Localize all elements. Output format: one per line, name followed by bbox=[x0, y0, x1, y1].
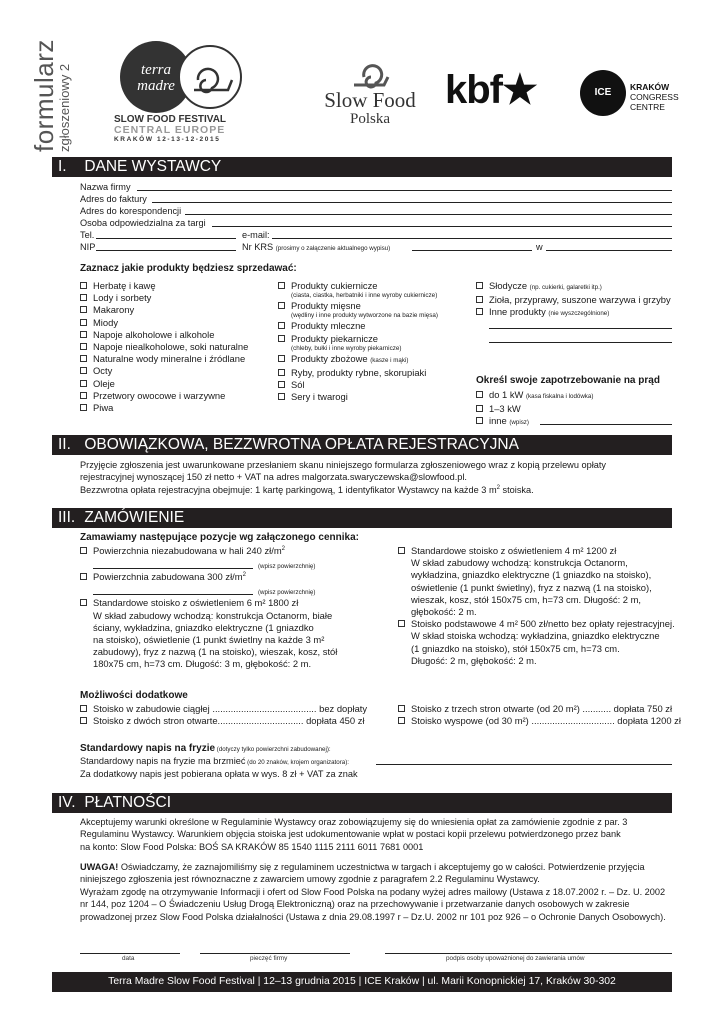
section-1-number: I. bbox=[58, 158, 67, 175]
products-column-3 bbox=[476, 280, 671, 321]
extras-heading: Możliwości dodatkowe bbox=[80, 690, 188, 701]
checkbox[interactable] bbox=[476, 405, 483, 412]
power-checkbox-row[interactable]: 1–3 kW bbox=[476, 403, 593, 415]
kbf-logo bbox=[445, 68, 537, 112]
section-3-header bbox=[52, 508, 672, 528]
product-checkbox-row[interactable]: Sery i twarogi bbox=[278, 391, 438, 403]
product-checkbox-row[interactable]: Ryby, produkty rybne, skorupiaki bbox=[278, 367, 438, 379]
section-1-title: DANE WYSTAWCY bbox=[84, 158, 222, 175]
footer-bar bbox=[52, 972, 672, 992]
section-1-header bbox=[52, 157, 672, 177]
order-right-column: Standardowe stoisko z oświetleniem 4 m² 1200 zł W skład zabudowy wchodzą: konstrukcja Octanorm, wykładzina, gniazdko elektryczne (1 gniazdko na stoisko), oświetlenie (1 punkt świetlny), fryz z nazwą (1 na stoisko), wieszak, kosz, stół 150x75 cm, h=73 cm. Długość: 2 m, głębokość: 2 m. Stoisko podstawowe 4 m² 500 zł/netto bez opłaty rejestracyjnej. W skład stoiska wchodzą: wykładzina, gniazdko elektryczne (1 gniazdko na stoisko), stół 150x75 cm, h=73 cm. Długość: 2 m, głębokość: 2 m. bbox=[398, 545, 678, 667]
frieze-text-field[interactable] bbox=[376, 764, 672, 765]
product-checkbox-row[interactable]: Przetwory owocowe i warzywne bbox=[80, 390, 248, 402]
section-2-header bbox=[52, 435, 672, 455]
other-products-field-2[interactable] bbox=[489, 342, 672, 343]
checkbox[interactable] bbox=[278, 393, 285, 400]
nip-field[interactable] bbox=[96, 250, 236, 251]
form-subtitle: zgłoszeniowy 2 bbox=[57, 63, 72, 152]
product-checkbox-row[interactable]: Oleje bbox=[80, 378, 248, 390]
extras-left bbox=[80, 703, 367, 727]
festival-name: SLOW FOOD FESTIVAL bbox=[114, 114, 227, 125]
checkbox[interactable] bbox=[476, 296, 483, 303]
order-heading: Zamawiamy następujące pozycje wg załączonego cennika: bbox=[80, 532, 359, 543]
slow-food-name: Slow Food bbox=[324, 88, 416, 112]
invoice-address-label: Adres do faktury bbox=[80, 194, 147, 204]
checkbox[interactable] bbox=[80, 717, 87, 724]
checkbox[interactable] bbox=[476, 282, 483, 289]
checkbox[interactable] bbox=[80, 705, 87, 712]
krs-note: (prosimy o załączenie aktualnego wypisu) bbox=[275, 245, 391, 252]
svg-text:madre: madre bbox=[137, 78, 175, 94]
terra-madre-emblem bbox=[110, 40, 242, 114]
checkbox[interactable] bbox=[80, 404, 87, 411]
product-checkbox-row[interactable]: Zioła, przyprawy, suszone warzywa i grzyby bbox=[476, 294, 671, 306]
frieze-heading: Standardowy napis na fryzie bbox=[80, 743, 216, 754]
checkbox[interactable] bbox=[80, 367, 87, 374]
ice-line-3: CENTRE bbox=[630, 102, 665, 112]
section-4-header bbox=[52, 793, 672, 813]
contact-person-field[interactable] bbox=[212, 226, 672, 227]
product-checkbox-row[interactable]: Słodycze (np. cukierki, galaretki itp.) bbox=[476, 280, 671, 294]
checkbox[interactable] bbox=[80, 380, 87, 387]
other-products-field-1[interactable] bbox=[489, 328, 672, 329]
checkbox[interactable] bbox=[476, 417, 483, 424]
product-checkbox-row[interactable]: Napoje niealkoholowe, soki naturalne bbox=[80, 341, 248, 353]
built-area-field[interactable] bbox=[93, 594, 253, 595]
slow-food-country: Polska bbox=[349, 111, 390, 127]
product-checkbox-row[interactable]: Naturalne wody mineralne i źródlane bbox=[80, 353, 248, 365]
product-checkbox-row[interactable]: Miody bbox=[80, 317, 248, 329]
checkbox[interactable] bbox=[80, 355, 87, 362]
slow-food-polska-logo bbox=[300, 55, 440, 135]
festival-region: CENTRAL EUROPE bbox=[114, 124, 226, 136]
checkbox[interactable] bbox=[80, 331, 87, 338]
section-2-number: II. bbox=[58, 436, 71, 453]
section-2-title: OBOWIĄZKOWA, BEZZWROTNA OPŁATA REJESTRACYJNA bbox=[84, 436, 519, 453]
nip-label: NIP bbox=[80, 242, 96, 252]
checkbox[interactable] bbox=[278, 282, 285, 289]
correspondence-address-field[interactable] bbox=[185, 214, 672, 215]
krs-court-field[interactable] bbox=[546, 250, 672, 251]
frieze-heading-row bbox=[80, 742, 331, 756]
warning-text: UWAGA! Oświadczamy, że zaznajomiliśmy się z regulaminem uczestnictwa w targach i akceptujemy go w całości. Potwierdzenie przyjęcia niniejszego zgłoszenia jest równoznaczne z zawarciem umowy zgodnie z paragrafem 2.2 Regulaminu Wystawcy. Wyrażam zgodę na otrzymywanie Informacji i ofert od Slow Food Polska na podany wyżej adres mailowy (Ustawa z 18.07.2002 r. – Dz. U. 2002 nr 144, poz 1204 – O Świadczeniu Usług Drogą Elektroniczną) oraz na przechowywanie i przetwarzanie danych osobowych w zakresie prowadzonej przez Slow Food Polska działalności (Ustawa z dnia 29.08.1997 r – Dz.U. 2002 nr 101 poz 926 – o Ochronie Danych Osobowych). bbox=[80, 862, 666, 922]
star-icon: ★ bbox=[502, 68, 537, 112]
checkbox[interactable] bbox=[80, 343, 87, 350]
products-column-2 bbox=[278, 280, 438, 404]
checkbox[interactable] bbox=[80, 306, 87, 313]
product-checkbox-row[interactable]: Napoje alkoholowe i alkohole bbox=[80, 329, 248, 341]
product-checkbox-row[interactable]: Octy bbox=[80, 365, 248, 377]
checkbox[interactable] bbox=[80, 294, 87, 301]
payment-text: Akceptujemy warunki określone w Regulaminie Wystawcy oraz zobowiązujemy się do wniesienia opłat za zamówienie zgodnie z par. 3 Regulaminu Wystawcy. Warunkiem objęcia stoiska jest udokumentowanie wpłat w postaci kopii przelewu potwierdzonego przez bank na konto: Slow Food Polska: BOŚ SA KRAKÓW 85 1540 1115 2111 6011 7681 0001 bbox=[80, 817, 628, 852]
extra-checkbox-row[interactable]: Stoisko z dwóch stron otwarte................................. dopłata 450 zł bbox=[80, 715, 367, 727]
email-field[interactable] bbox=[272, 238, 672, 239]
product-checkbox-row[interactable]: Inne produkty (nie wyszczególnione) bbox=[476, 306, 671, 320]
checkbox[interactable] bbox=[278, 369, 285, 376]
company-field[interactable] bbox=[137, 190, 672, 191]
invoice-address-field[interactable] bbox=[152, 202, 672, 203]
checkbox[interactable] bbox=[278, 302, 285, 309]
order-checkbox-row[interactable]: Powierzchnia niezabudowana w hali 240 $zł/m^2$ bbox=[80, 545, 380, 557]
ice-line-1: KRAKÓW bbox=[630, 82, 670, 92]
krs-label: Nr KRS bbox=[242, 242, 274, 252]
section-4-number: IV. bbox=[58, 794, 76, 811]
correspondence-address-label: Adres do korespondencji bbox=[80, 206, 182, 216]
kbf-logo-text: kbf bbox=[445, 68, 502, 112]
checkbox[interactable] bbox=[398, 717, 405, 724]
frieze-text-row: Standardowy napis na fryzie ma brzmieć (do 20 znaków, krojem organizatora): bbox=[80, 756, 349, 766]
checkbox[interactable] bbox=[80, 282, 87, 289]
contact-person-label: Osoba odpowiedzialna za targi bbox=[80, 218, 206, 228]
ice-line-2: CONGRESS bbox=[630, 92, 679, 102]
product-checkbox-row[interactable]: Produkty cukiernicze (ciasta, ciastka, herbatniki i inne wyroby cukiernicze) bbox=[278, 280, 438, 300]
signature-label: podpis osoby upoważnionej do zawierania umów bbox=[446, 955, 585, 962]
email-label: e-mail: bbox=[242, 230, 270, 240]
krs-w-label: w bbox=[536, 242, 543, 252]
krs-field[interactable] bbox=[412, 250, 532, 251]
date-field[interactable] bbox=[80, 953, 180, 954]
product-checkbox-row[interactable]: Produkty mięsne (wędliny i inne produkty wytworzone na bazie mięsa) bbox=[278, 300, 438, 320]
product-checkbox-row[interactable]: Produkty piekarnicze (chleby, bułki i inne wyroby piekarnicze) bbox=[278, 333, 438, 353]
product-checkbox-row[interactable]: Produkty zbożowe (kasze i mąki) bbox=[278, 353, 438, 367]
order-checkbox-row[interactable]: Standardowe stoisko z oświetleniem 6 m² 1800 zł bbox=[80, 597, 380, 609]
product-checkbox-row[interactable]: Produkty mleczne bbox=[278, 320, 438, 332]
ice-badge: ICE bbox=[580, 70, 626, 116]
date-label: data bbox=[122, 955, 135, 962]
checkbox[interactable] bbox=[80, 392, 87, 399]
order-checkbox-row[interactable]: Powierzchnia zabudowana 300 $zł/m^2$ bbox=[80, 571, 380, 583]
power-checkbox-row[interactable]: inne (wpisz) bbox=[476, 415, 593, 429]
section-3-number: III. bbox=[58, 509, 76, 526]
terra-madre-logo bbox=[110, 40, 242, 144]
checkbox[interactable] bbox=[278, 355, 285, 362]
order-checkbox-row[interactable]: Standardowe stoisko z oświetleniem 4 m² 1200 zł bbox=[398, 545, 678, 557]
snail-icon bbox=[350, 55, 390, 89]
checkbox[interactable] bbox=[476, 391, 483, 398]
svg-text:terra: terra bbox=[141, 62, 171, 78]
company-label: Nazwa firmy bbox=[80, 182, 131, 192]
power-other-field[interactable] bbox=[540, 424, 672, 425]
checkbox[interactable] bbox=[398, 547, 405, 554]
section-3-title: ZAMÓWIENIE bbox=[84, 509, 185, 526]
product-checkbox-row[interactable]: Sól bbox=[278, 379, 438, 391]
order-left-column: Powierzchnia niezabudowana w hali 240 $zł/m^2$ (wpisz powierzchnię) Powierzchnia zabudowana 300 $zł/m^2$ (wpisz powierzchnię) Standardowe stoisko z oświetleniem 6 m² 1800 zł W skład zabudowy wchodzą: konstrukcja Octanorm, białe ściany, wykładzina, gniazdko elektryczne (1 gniazdko na stoisko), oświetlenie (1 punkt świetlny na każde 3 m² zabudowy), fryz z nazwą (1 na stoisko), wieszak, kosz, stół 180x75 cm, h=73 cm. Długość: 3 m, głębokość: 2 m. bbox=[80, 545, 380, 671]
extras-right bbox=[398, 703, 681, 727]
checkbox[interactable] bbox=[398, 705, 405, 712]
ice-krakow-logo bbox=[580, 70, 690, 124]
product-checkbox-row[interactable]: Herbatę i kawę bbox=[80, 280, 248, 292]
checkbox[interactable] bbox=[80, 599, 87, 606]
power-heading: Określ swoje zapotrzebowanie na prąd bbox=[476, 375, 660, 386]
frieze-extra-fee: Za dodatkowy napis jest pobierana opłata w wys. 8 zł + VAT za znak bbox=[80, 769, 358, 779]
extra-checkbox-row[interactable]: Stoisko z trzech stron otwarte (od 20 m²) ........... dopłata 750 zł bbox=[398, 703, 681, 715]
stamp-label: pieczęć firmy bbox=[250, 955, 288, 962]
checkbox[interactable] bbox=[278, 381, 285, 388]
product-checkbox-row[interactable]: Makarony bbox=[80, 304, 248, 316]
extra-checkbox-row[interactable]: Stoisko w zabudowie ciągłej ........................................ bez dopłaty bbox=[80, 703, 367, 715]
checkbox[interactable] bbox=[80, 547, 87, 554]
product-checkbox-row[interactable]: Piwa bbox=[80, 402, 248, 414]
stamp-field[interactable] bbox=[200, 953, 350, 954]
phone-field[interactable] bbox=[96, 238, 236, 239]
checkbox[interactable] bbox=[278, 322, 285, 329]
form-title-vertical bbox=[30, 40, 100, 152]
form-title: formularz bbox=[29, 39, 59, 152]
checkbox[interactable] bbox=[278, 335, 285, 342]
signature-field[interactable] bbox=[385, 953, 672, 954]
extra-checkbox-row[interactable]: Stoisko wyspowe (od 30 m²) ................................ dopłata 1200 zł bbox=[398, 715, 681, 727]
product-checkbox-row[interactable]: Lody i sorbety bbox=[80, 292, 248, 304]
order-checkbox-row[interactable]: Stoisko podstawowe 4 m² 500 zł/netto bez opłaty rejestracyjnej. bbox=[398, 618, 678, 630]
registration-fee-text: Przyjęcie zgłoszenia jest uwarunkowane przesłaniem skanu niniejszego formularza zgłoszeniowego wraz z kopią przelewu opłaty rejestracyjnej wynoszącej 150 zł netto + VAT na adres malgorzata.swaryczewska@slowfood.pl. Bezzwrotna opłata rejestracyjna obejmuje: 1 kartę parkingową, 1 identyfikator Wystawcy na każde 3 $m^2$ stoiska. bbox=[80, 460, 606, 495]
products-column-1 bbox=[80, 280, 248, 414]
section-4-title: PŁATNOŚCI bbox=[84, 794, 172, 811]
products-heading: Zaznacz jakie produkty będziesz sprzedawać: bbox=[80, 263, 297, 274]
phone-label: Tel. bbox=[80, 230, 95, 240]
power-checkbox-row[interactable]: do 1 kW (kasa fiskalna i lodówka) bbox=[476, 389, 593, 403]
checkbox[interactable] bbox=[80, 319, 87, 326]
frieze-note: (dotyczy tylko powierzchni zabudowanej): bbox=[215, 746, 331, 753]
checkbox[interactable] bbox=[398, 620, 405, 627]
footer-text: Terra Madre Slow Food Festival | 12–13 grudnia 2015 | ICE Kraków | ul. Marii Konopnickiej 17, Kraków 30-302 bbox=[108, 976, 616, 987]
festival-date: KRAKÓW 12-13-12-2015 bbox=[114, 136, 221, 143]
checkbox[interactable] bbox=[476, 308, 483, 315]
checkbox[interactable] bbox=[80, 573, 87, 580]
unbuilt-area-field[interactable] bbox=[93, 568, 253, 569]
